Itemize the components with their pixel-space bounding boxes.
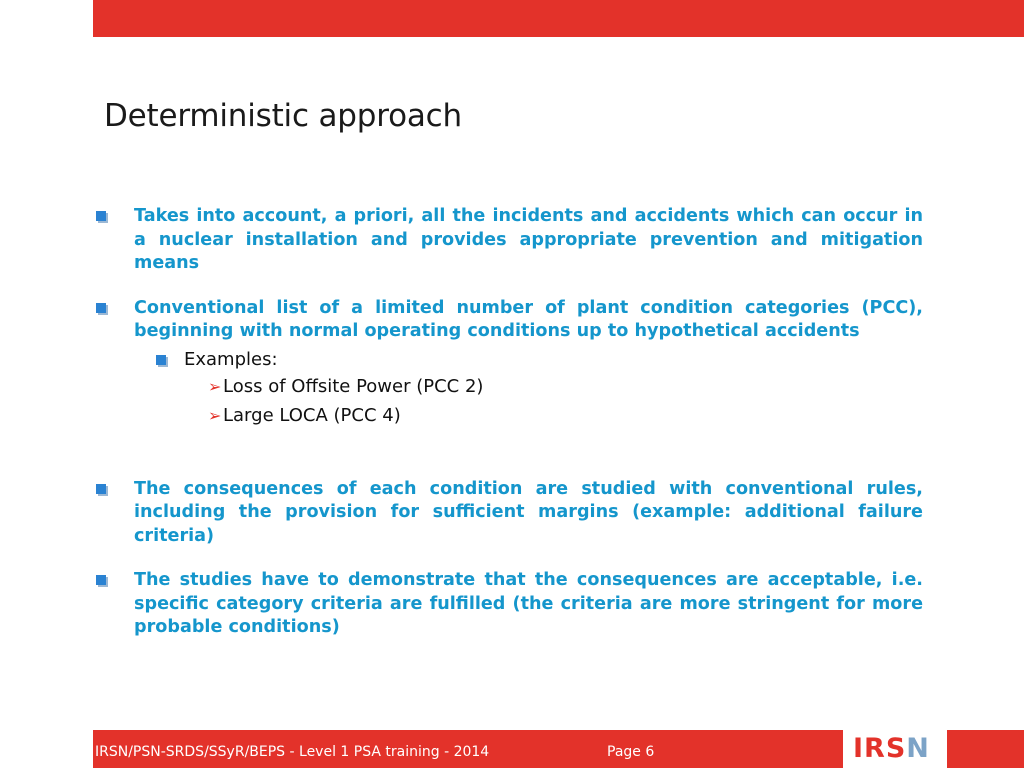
square-bullet-icon xyxy=(96,484,106,494)
irsn-logo xyxy=(853,733,930,764)
example-text: Loss of Offsite Power (PCC 2) xyxy=(223,375,484,397)
slide-title: Deterministic approach xyxy=(104,98,462,134)
page-number: Page 6 xyxy=(607,744,655,760)
square-bullet-icon xyxy=(156,355,166,365)
sub-bullet-examples xyxy=(181,348,923,372)
logo-accent-letter: N xyxy=(906,733,930,764)
square-bullet-icon xyxy=(96,211,106,221)
top-accent-bar xyxy=(93,0,1024,37)
bullet-text: Conventional list of a limited number of plant condition categories (PCC), beginning with normal operating conditions up to hypothetical accidents xyxy=(134,297,923,341)
logo-text: IRS xyxy=(853,733,907,764)
example-item-2 xyxy=(208,401,923,430)
bullet-item-2 xyxy=(93,297,923,344)
bullet-item-4 xyxy=(93,569,923,640)
arrow-bullet-icon: ➢ xyxy=(208,376,222,396)
bullet-item-1 xyxy=(93,205,923,276)
footer-text: IRSN/PSN-SRDS/SSyR/BEPS - Level 1 PSA training - 2014 xyxy=(95,744,490,760)
bullet-text: The consequences of each condition are studied with conventional rules, including the provision for sufficient margins (example: additional failure criteria) xyxy=(134,478,923,546)
footer-right-bar xyxy=(947,730,1024,768)
sub-bullet-text: Examples: xyxy=(184,348,278,370)
square-bullet-icon xyxy=(96,575,106,585)
slide-content xyxy=(93,205,923,640)
example-item-1 xyxy=(208,372,923,401)
bullet-item-3 xyxy=(93,478,923,549)
square-bullet-icon xyxy=(96,303,106,313)
bullet-text: Takes into account, a priori, all the incidents and accidents which can occur in a nuclear installation and provides appropriate prevention and mitigation means xyxy=(134,206,923,273)
example-text: Large LOCA (PCC 4) xyxy=(223,404,401,426)
bullet-text: The studies have to demonstrate that the consequences are acceptable, i.e. specific category criteria are fulfilled (the criteria are more stringent for more probable conditions) xyxy=(134,570,923,637)
arrow-bullet-icon: ➢ xyxy=(208,405,222,425)
